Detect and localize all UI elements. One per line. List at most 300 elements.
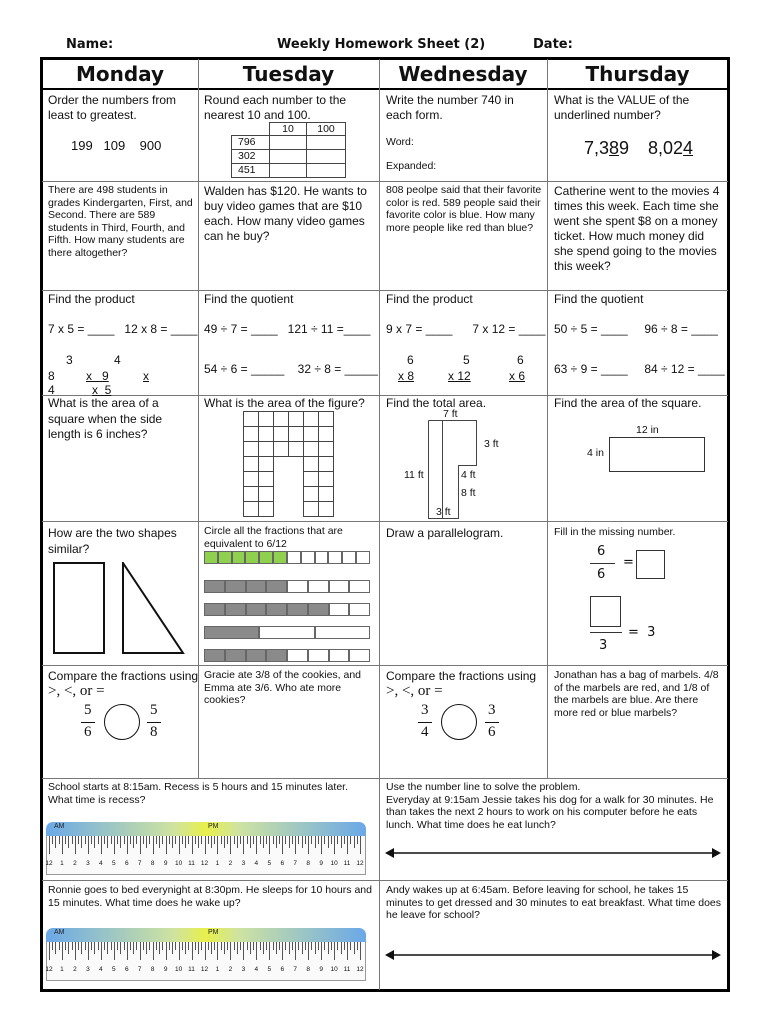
ruler-tick [143,942,144,950]
ruler-hour-label: 5 [111,966,116,973]
ruler-tick [136,836,137,844]
compare-operators: >, <, or = [48,683,105,699]
ruler-tick [240,836,241,844]
time-ruler [46,822,366,877]
lunch-prompt: Use the number line to solve the problem. Everyday at 9:15am Jessie takes his dog for a walk for 30 minutes. He than takes the next 2 hours to work on his computer before he eats lunch. What time does he eat lunch? [386,781,714,831]
multiplier: x 9 [86,369,109,383]
parallelogram-prompt: Draw a parallelogram. [386,526,504,540]
fraction-bar [418,722,432,723]
compare-prompt: Compare the fractions using [386,669,537,683]
quotient-title: Find the quotient [554,292,644,306]
ruler-tick [81,836,82,848]
fraction-bar-thirds[interactable] [204,626,370,639]
ruler-hour-label: 9 [163,966,168,973]
ruler-tick [91,836,92,844]
answer-cell[interactable] [306,149,346,164]
ruler-hour-label: 11 [343,860,351,867]
quotient-title: Find the quotient [204,292,294,306]
ruler-tick [337,942,338,950]
ruler-tick [85,836,86,844]
ruler-tick [185,836,186,848]
ruler-tick [354,836,355,848]
ruler-tick [146,836,147,848]
ruler-hour-label: 2 [228,966,233,973]
round-prompt: Round each number to the nearest 10 and 100. [204,93,347,122]
compare-operators: >, <, or = [386,683,443,699]
ruler-tick [208,836,209,844]
day-wednesday: Wednesday [398,62,528,86]
ruler-tick [328,836,329,848]
fraction-denominator: 6 [84,724,92,740]
ruler-tick [75,942,76,960]
ruler-tick [298,836,299,844]
ruler-hour-label: 12 [200,860,209,867]
pm-label: PM [208,929,219,936]
ruler-tick [211,942,212,954]
total-area-prompt: Find the total area. [386,396,487,410]
ruler-tick [133,836,134,848]
ruler-tick [282,836,283,854]
product-title: Find the product [48,292,135,306]
ruler-tick [201,942,202,950]
ruler-tick [344,942,345,950]
ruler-tick [130,836,131,844]
ruler-tick [250,836,251,848]
ruler-tick [111,836,112,844]
equals-sign: = [623,555,634,570]
fraction-denominator: 8 [150,724,158,740]
ruler-tick [52,942,53,950]
ruler-hour-label: 5 [267,860,272,867]
ruler-hour-label: 10 [174,860,183,867]
ruler-hour-label: 3 [241,860,246,867]
ruler-tick [305,836,306,844]
ruler-tick [263,836,264,848]
ruler-tick [230,942,231,960]
ruler-hour-label: 5 [111,860,116,867]
ruler-tick [214,836,215,844]
ruler-hour-label: 7 [137,966,142,973]
ruler-tick [321,942,322,960]
ruler-tick [179,942,180,960]
value-number-1: 7,389 [584,138,630,158]
ruler-tick [49,942,50,960]
ruler-tick [114,836,115,854]
ruler-tick [337,836,338,844]
ruler-hour-label: 4 [99,860,103,867]
answer-cell[interactable] [306,163,346,178]
round-row-number: 796 [231,135,270,150]
ruler-tick [227,942,228,950]
ruler-tick [127,942,128,960]
ruler-hour-label: 11 [188,966,195,973]
ruler-tick [120,942,121,954]
ruler-tick [243,942,244,960]
answer-cell[interactable] [269,163,307,178]
word-problem-movies: Catherine went to the movies 4 times this week. Each time she went she spent $8 on a money ticket. How much money did she spend going to the movies this week? [554,184,720,273]
expanded-label: Expanded: [386,160,437,172]
ruler-tick [227,836,228,844]
ruler-tick [302,942,303,954]
ruler-hour-label: 2 [228,860,233,867]
ruler-tick [185,942,186,954]
product-line: 9 x 7 = ____ 7 x 12 = ____ [386,322,546,336]
ruler-tick [341,942,342,954]
number-line[interactable] [384,846,722,860]
ruler-tick [153,942,154,960]
ruler-tick [162,942,163,950]
order-prompt: Order the numbers from least to greatest. [48,93,177,122]
ruler-hour-label: 7 [293,860,298,867]
dimension-label: 12 in [636,424,659,436]
ruler-tick [221,942,222,950]
date-label: Date: [533,37,573,52]
ruler-tick [315,836,316,848]
multiplicand: 6 [407,353,414,367]
ruler-tick [98,942,99,950]
ruler-tick [237,942,238,954]
ruler-tick [107,836,108,848]
divider [379,59,380,990]
dimension-label: 4 ft [461,469,476,481]
ruler-tick [240,942,241,950]
ruler-tick [75,836,76,854]
ruler-tick [94,942,95,954]
fraction-denominator: 6 [597,567,606,582]
ruler-hour-label: 1 [60,966,64,973]
fraction-denominator: 6 [488,724,496,740]
ruler-tick [276,836,277,848]
ruler-tick [318,836,319,844]
product-title: Find the product [386,292,473,306]
ruler-tick [279,942,280,950]
ruler-hour-label: 9 [163,860,168,867]
ruler-tick [65,836,66,844]
ruler-tick [311,942,312,950]
quotient-line: 49 ÷ 7 = ____ 121 ÷ 11 =____ [204,322,371,336]
ruler-hour-label: 11 [343,966,351,973]
ruler-hour-label: 10 [330,966,338,973]
ruler-tick [62,836,63,854]
ruler-hour-label: 3 [241,966,246,973]
ruler-tick [354,942,355,954]
quotient-line: 63 ÷ 9 = ____ 84 ÷ 12 = ____ [554,362,725,376]
product-line: 7 x 5 = ____ 12 x 8 = ____ [48,322,198,336]
leave-school-prompt: Andy wakes up at 6:45am. Before leaving for school, he takes 15 minutes to get dressed and 30 minutes to eat breakfast. What time does he leave for school? [386,884,722,921]
ruler-tick [107,942,108,954]
ruler-tick [331,942,332,950]
name-label: Name: [66,37,114,52]
ruler-tick [243,836,244,854]
ruler-tick [166,836,167,854]
compare-circle[interactable] [104,704,140,740]
ruler-hour-label: 7 [137,860,142,867]
day-tuesday: Tuesday [242,62,335,86]
ruler-tick [72,836,73,844]
marbles-prompt: Jonathan has a bag of marbels. 4/8 of the marbels are red, and 1/8 of the marbels are blue. Are there more red or blue marbels? [554,669,719,719]
ruler-hour-label: 1 [215,966,220,973]
ruler-tick [175,942,176,950]
equivalent-fractions-prompt: Circle all the fractions that are equivalent to 6/12 [204,525,343,550]
ruler-tick [169,836,170,844]
ruler-tick [104,942,105,950]
ruler-tick [149,942,150,950]
divider [42,290,728,291]
ruler-tick [91,942,92,950]
ruler-hour-label: 12 [356,860,364,867]
am-label: AM [54,929,65,936]
ruler-tick [114,942,115,960]
shapes-similar-prompt: How are the two shapes similar? [48,526,177,556]
ruler-hour-label: 12 [45,966,53,973]
ruler-hour-label: 7 [293,966,298,973]
ruler-tick [198,942,199,954]
multiplier: x [143,369,149,383]
ruler-tick [55,942,56,954]
fraction-bar [590,632,622,633]
ruler-tick [224,836,225,848]
ruler-tick [285,836,286,844]
ruler-hour-label: 5 [267,966,272,973]
ruler-tick [172,836,173,848]
sheet-title: Weekly Homework Sheet (2) [277,37,486,52]
ruler-tick [285,942,286,950]
ruler-tick [101,836,102,854]
ruler-tick [120,836,121,848]
ruler-tick [328,942,329,954]
ruler-tick [224,942,225,954]
ruler-hour-label: 4 [99,966,103,973]
ruler-tick [94,836,95,848]
ruler-tick [263,942,264,954]
divider [42,665,728,666]
ruler-tick [289,942,290,954]
ruler-tick [78,942,79,950]
ruler-tick [59,836,60,844]
ruler-tick [98,836,99,844]
ruler-tick [182,942,183,950]
ruler-tick [292,836,293,844]
ruler-tick [133,942,134,954]
ruler-tick [140,942,141,960]
ruler-tick [159,942,160,954]
ruler-tick [205,942,206,960]
multiplicand: 3 [66,353,73,367]
ruler-tick [324,942,325,950]
ruler-tick [347,836,348,854]
ruler-tick [214,942,215,950]
ruler-tick [308,836,309,854]
word-problem-video-games: Walden has $120. He wants to buy video games that are $10 each. How many video games can he buy? [204,184,367,243]
ruler-tick [149,836,150,844]
divider [42,880,728,881]
col-header-100: 100 [306,122,346,136]
ruler-tick [334,836,335,854]
fraction-bar-eighths[interactable] [204,580,370,593]
ruler-tick [295,942,296,960]
ruler-tick [68,942,69,954]
fraction-bar-twelfths[interactable] [204,551,370,564]
ruler-tick [201,836,202,844]
ruler-tick [85,942,86,950]
area-grid-figure [243,411,335,517]
ruler-tick [175,836,176,844]
ruler-tick [169,942,170,950]
round-row-number: 302 [231,149,270,164]
ruler-tick [217,942,218,960]
day-thursday: Thursday [585,62,690,86]
ruler-tick [55,836,56,848]
answer-cell[interactable] [269,149,307,164]
divider [42,778,728,779]
ruler-tick [78,836,79,844]
figure-area-prompt: What is the area of the figure? [204,396,365,410]
ruler-hour-label: 8 [306,860,310,867]
ruler-tick [250,942,251,954]
ruler-tick [318,942,319,950]
multiplicand: 4 [114,353,121,367]
ruler-hour-label: 3 [86,966,90,973]
ruler-tick [321,836,322,854]
wake-up-prompt: Ronnie goes to bed everynight at 8:30pm. He sleeps for 10 hours and 15 minutes. What time does he wake up? [48,884,372,909]
ruler-tick [295,836,296,854]
fraction-numerator: 5 [84,702,92,718]
ruler-numbers [45,966,364,976]
ruler-tick [237,836,238,848]
dimension-label: 8 ft [461,487,476,499]
ruler-tick [192,836,193,854]
fraction-bar-eighths[interactable] [204,603,370,616]
pm-label: PM [208,823,219,830]
fraction-numerator: 3 [488,702,496,718]
dimension-label: 4 in [587,447,604,459]
ruler-tick [162,836,163,844]
ruler-tick [282,942,283,960]
ruler-hour-label: 1 [60,860,64,867]
ruler-tick [266,942,267,950]
ruler-tick [205,836,206,854]
fraction-bar [147,722,161,723]
ruler-tick [276,942,277,954]
ruler-tick [324,836,325,844]
multiplicand: 4 [48,383,55,397]
fraction-bar [81,722,95,723]
am-label: AM [54,823,65,830]
number-line[interactable] [384,948,722,962]
ruler-hour-label: 4 [254,860,259,867]
ruler-hour-label: 6 [124,860,129,867]
ruler-tick [143,836,144,844]
divider [42,88,728,90]
ruler-tick [188,836,189,844]
divider [198,59,199,779]
multiplier: x 6 [509,369,526,383]
ruler-tick [130,942,131,950]
ruler-tick [198,836,199,848]
ruler-tick [273,836,274,844]
word-problem-students: There are 498 students in grades Kindergarten, First, and Second. There are 589 students in Third, Fourth, and Fifth. How many students are there altogether? [48,184,193,259]
ruler-tick [211,836,212,848]
ruler-tick [302,836,303,848]
ruler-tick [117,942,118,950]
ruler-band [46,928,366,942]
recess-prompt: School starts at 8:15am. Recess is 5 hours and 15 minutes later. What time is recess? [48,781,348,806]
col-header-10: 10 [269,122,307,136]
ruler-tick [221,836,222,844]
ruler-ticks [49,942,361,962]
ruler-tick [217,836,218,854]
ruler-tick [269,836,270,854]
ruler-tick [357,942,358,950]
order-numbers: 199 109 900 [71,138,162,153]
ruler-tick [256,836,257,854]
ruler-tick [81,942,82,954]
ruler-hour-label: 6 [280,860,285,867]
ruler-tick [179,836,180,854]
compare-circle[interactable] [441,704,477,740]
ruler-tick [266,836,267,844]
divider [42,521,728,522]
ruler-hour-label: 9 [319,966,323,973]
ruler-tick [253,942,254,950]
ruler-tick [308,942,309,960]
divider [42,181,728,182]
dimension-label: 3 ft [436,506,451,518]
equals-three: = 3 [628,625,656,640]
fraction-bar-eighths[interactable] [204,649,370,662]
ruler-tick [188,942,189,950]
quotient-line: 54 ÷ 6 = _____ 32 ÷ 8 = _____ [204,362,378,376]
ruler-tick [101,942,102,960]
answer-cell[interactable] [269,135,307,150]
rectangle-figure [609,437,705,472]
ruler-tick [311,836,312,844]
ruler-tick [156,836,157,844]
ruler-tick [247,836,248,844]
ruler-tick [68,836,69,848]
ruler-tick [350,836,351,844]
ruler-tick [117,836,118,844]
ruler-tick [72,942,73,950]
fraction-numerator: 6 [597,544,606,559]
multiplicand: 8 [48,369,55,383]
multiplicand: 5 [463,353,470,367]
ruler-tick [350,942,351,950]
missing-number-box[interactable] [636,550,665,579]
ruler-tick [230,836,231,854]
ruler-tick [347,942,348,960]
answer-cell[interactable] [306,135,346,150]
multiplier: x 5 [92,383,112,397]
ruler-tick [124,942,125,950]
ruler-tick [182,836,183,844]
ruler-hour-label: 10 [330,860,338,867]
ruler-tick [298,942,299,950]
square-area-title: Find the area of the square. [554,396,702,410]
ruler-tick [49,836,50,854]
ruler-tick [253,836,254,844]
rounding-table [231,122,346,178]
missing-number-box[interactable] [590,596,621,627]
value-prompt: What is the VALUE of the underlined number? [554,93,690,122]
ruler-hour-label: 11 [188,860,195,867]
ruler-tick [247,942,248,950]
ruler-hour-label: 12 [200,966,209,973]
ruler-hour-label: 2 [73,966,77,973]
ruler-tick [59,942,60,950]
ruler-tick [127,836,128,854]
ruler-tick [88,836,89,854]
